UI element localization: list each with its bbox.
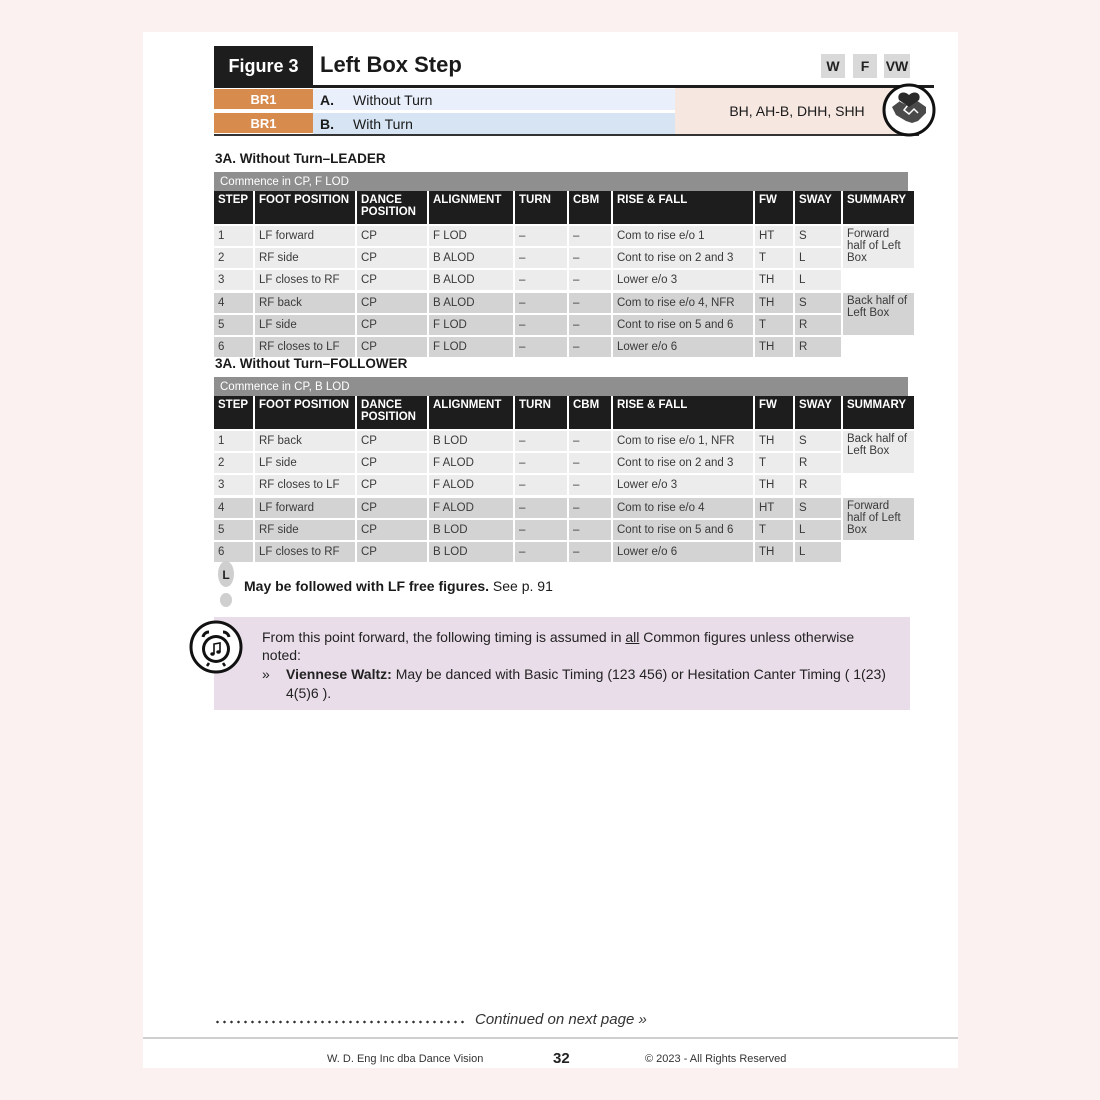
cell-foot: RF back [255, 293, 355, 313]
cell-turn: – [515, 337, 567, 357]
column-header: ALIGNMENT [429, 396, 513, 429]
cell-rise: Lower e/o 3 [613, 270, 753, 290]
cell-step: 4 [214, 293, 253, 313]
cell-foot: RF side [255, 248, 355, 268]
dotted-leader [214, 1020, 464, 1024]
dance-tag-w: W [821, 54, 845, 78]
cell-rise: Com to rise e/o 4 [613, 498, 753, 518]
cell-dp: CP [357, 248, 427, 268]
variant-a[interactable] [313, 89, 675, 110]
table-row [214, 520, 914, 540]
table-row [214, 270, 914, 290]
cell-fw: HT [755, 226, 793, 246]
column-header: RISE & FALL [613, 396, 753, 429]
cell-rise: Cont to rise on 2 and 3 [613, 453, 753, 473]
column-header: FW [755, 191, 793, 224]
cell-sway: R [795, 337, 841, 357]
cell-foot: LF forward [255, 226, 355, 246]
cell-align: F ALOD [429, 453, 513, 473]
cell-foot: RF back [255, 431, 355, 451]
footer-copyright: © 2023 - All Rights Reserved [645, 1053, 787, 1065]
cell-align: B ALOD [429, 293, 513, 313]
cell-foot: LF closes to RF [255, 270, 355, 290]
column-header: DANCE POSITION [357, 396, 427, 429]
cell-rise: Com to rise e/o 1, NFR [613, 431, 753, 451]
column-header: RISE & FALL [613, 191, 753, 224]
cell-step: 3 [214, 270, 253, 290]
cell-turn: – [515, 520, 567, 540]
cell-dp: CP [357, 431, 427, 451]
column-header: DANCE POSITION [357, 191, 427, 224]
cell-fw: TH [755, 431, 793, 451]
cell-sway: S [795, 431, 841, 451]
divider [214, 111, 675, 112]
cell-turn: – [515, 498, 567, 518]
cell-sway: R [795, 453, 841, 473]
cell-sway: R [795, 315, 841, 335]
cell-cbm: – [569, 475, 611, 495]
cell-dp: CP [357, 475, 427, 495]
cell-align: F LOD [429, 226, 513, 246]
column-header: STEP [214, 396, 253, 429]
leader-commence: Commence in CP, F LOD [214, 172, 908, 191]
cell-step: 6 [214, 337, 253, 357]
cell-turn: – [515, 453, 567, 473]
column-header: SWAY [795, 396, 841, 429]
cell-rise: Com to rise e/o 4, NFR [613, 293, 753, 313]
column-header: CBM [569, 396, 611, 429]
cell-sway: R [795, 475, 841, 495]
footer-rule [143, 1037, 958, 1039]
cell-cbm: – [569, 542, 611, 562]
variant-b-label: With Turn [353, 115, 413, 132]
column-header: SUMMARY [843, 191, 914, 224]
cell-align: F LOD [429, 337, 513, 357]
cell-step: 3 [214, 475, 253, 495]
cell-foot: LF closes to RF [255, 542, 355, 562]
cell-foot: RF side [255, 520, 355, 540]
bullet-text: May be danced with Basic Timing (123 456) or Hesitation Canter Timing ( 1(23) 4(5)6 ). [286, 666, 886, 701]
cell-step: 6 [214, 542, 253, 562]
cell-align: B ALOD [429, 248, 513, 268]
follow-note-ref[interactable]: See p. 91 [489, 578, 553, 594]
cell-fw: T [755, 453, 793, 473]
cell-summary: Forward half of Left Box [843, 226, 914, 268]
cell-align: B ALOD [429, 270, 513, 290]
cell-cbm: – [569, 337, 611, 357]
cell-foot: RF closes to LF [255, 337, 355, 357]
cell-align: F ALOD [429, 475, 513, 495]
cell-fw: TH [755, 293, 793, 313]
cell-dp: CP [357, 226, 427, 246]
cell-align: B LOD [429, 431, 513, 451]
leader-table [212, 191, 916, 357]
column-header: TURN [515, 191, 567, 224]
follow-note-bold: May be followed with LF free figures. [244, 578, 490, 594]
cell-dp: CP [357, 315, 427, 335]
cell-align: B LOD [429, 542, 513, 562]
cell-align: B LOD [429, 520, 513, 540]
cell-sway: S [795, 226, 841, 246]
cell-cbm: – [569, 315, 611, 335]
page-number: 32 [553, 1050, 570, 1067]
variant-b-letter: B. [320, 115, 334, 132]
cell-sway: L [795, 520, 841, 540]
table-row [214, 542, 914, 562]
cell-cbm: – [569, 498, 611, 518]
column-header: SWAY [795, 191, 841, 224]
holds-box: BH, AH-B, DHH, SHH [675, 88, 919, 134]
cell-cbm: – [569, 453, 611, 473]
cell-cbm: – [569, 248, 611, 268]
continued-link[interactable]: Continued on next page » [475, 1011, 647, 1028]
variant-b-code: BR1 [214, 113, 313, 133]
cell-summary: Back half of Left Box [843, 431, 914, 473]
column-header: FOOT POSITION [255, 396, 355, 429]
cell-step: 1 [214, 431, 253, 451]
cell-sway: L [795, 270, 841, 290]
cell-fw: TH [755, 337, 793, 357]
table-row [214, 293, 914, 313]
cell-dp: CP [357, 337, 427, 357]
variant-a-label: Without Turn [353, 91, 433, 108]
cell-foot: LF forward [255, 498, 355, 518]
cell-step: 4 [214, 498, 253, 518]
cell-fw: T [755, 315, 793, 335]
table-row [214, 498, 914, 518]
cell-cbm: – [569, 520, 611, 540]
cell-dp: CP [357, 542, 427, 562]
cell-foot: LF side [255, 453, 355, 473]
cell-foot: RF closes to LF [255, 475, 355, 495]
column-header: TURN [515, 396, 567, 429]
cell-turn: – [515, 315, 567, 335]
cell-summary: Forward half of Left Box [843, 498, 914, 540]
cell-align: F LOD [429, 315, 513, 335]
cell-turn: – [515, 293, 567, 313]
cell-step: 5 [214, 315, 253, 335]
table-row [214, 315, 914, 335]
cell-rise: Cont to rise on 5 and 6 [613, 520, 753, 540]
cell-sway: S [795, 293, 841, 313]
variant-a-code: BR1 [214, 89, 313, 109]
cell-rise: Lower e/o 3 [613, 475, 753, 495]
cell-dp: CP [357, 270, 427, 290]
cell-align: F ALOD [429, 498, 513, 518]
cell-turn: – [515, 542, 567, 562]
cell-cbm: – [569, 431, 611, 451]
cell-sway: L [795, 248, 841, 268]
column-header: ALIGNMENT [429, 191, 513, 224]
follower-table [212, 396, 916, 562]
cell-fw: T [755, 520, 793, 540]
timing-underlined: all [625, 629, 640, 645]
cell-fw: T [755, 248, 793, 268]
column-header: SUMMARY [843, 396, 914, 429]
cell-step: 2 [214, 453, 253, 473]
cell-dp: CP [357, 293, 427, 313]
leader-title: 3A. Without Turn–LEADER [215, 151, 386, 166]
cell-dp: CP [357, 498, 427, 518]
page [143, 32, 958, 1068]
variant-rule [214, 134, 675, 136]
table-row [214, 226, 914, 246]
figure-label: Figure 3 [214, 46, 313, 86]
variant-b[interactable] [313, 113, 675, 134]
follow-note [244, 578, 553, 594]
bullet-marker: » [262, 666, 270, 682]
cell-fw: HT [755, 498, 793, 518]
cell-rise: Lower e/o 6 [613, 337, 753, 357]
timing-note-text: From this point forward, the following timing is assumed in all Common figures unless otherwise noted: [262, 629, 855, 663]
cell-turn: – [515, 248, 567, 268]
cell-step: 1 [214, 226, 253, 246]
cell-summary: Back half of Left Box [843, 293, 914, 335]
cell-fw: TH [755, 270, 793, 290]
cell-turn: – [515, 226, 567, 246]
bullet-bold: Viennese Waltz: [286, 666, 392, 682]
table-row [214, 337, 914, 357]
follower-header-row [214, 396, 914, 429]
cell-rise: Lower e/o 6 [613, 542, 753, 562]
column-header: FOOT POSITION [255, 191, 355, 224]
cell-rise: Cont to rise on 2 and 3 [613, 248, 753, 268]
table-row [214, 453, 914, 473]
dance-tag-f: F [853, 54, 877, 78]
table-row [214, 431, 914, 451]
cell-fw: TH [755, 475, 793, 495]
leader-header-row [214, 191, 914, 224]
variant-a-letter: A. [320, 91, 334, 108]
cell-sway: S [795, 498, 841, 518]
cell-cbm: – [569, 270, 611, 290]
cell-turn: – [515, 475, 567, 495]
cell-cbm: – [569, 293, 611, 313]
cell-turn: – [515, 431, 567, 451]
cell-dp: CP [357, 520, 427, 540]
cell-rise: Com to rise e/o 1 [613, 226, 753, 246]
cell-fw: TH [755, 542, 793, 562]
cell-turn: – [515, 270, 567, 290]
figure-title: Left Box Step [320, 52, 462, 77]
cell-foot: LF side [255, 315, 355, 335]
follower-title: 3A. Without Turn–FOLLOWER [215, 356, 408, 371]
table-row [214, 248, 914, 268]
cell-step: 5 [214, 520, 253, 540]
cell-cbm: – [569, 226, 611, 246]
timing-bullet [262, 665, 902, 703]
foot-letter: L [222, 568, 230, 582]
handshake-icon [882, 83, 936, 137]
column-header: STEP [214, 191, 253, 224]
footprint-icon [217, 560, 235, 608]
table-row [214, 475, 914, 495]
cell-step: 2 [214, 248, 253, 268]
cell-dp: CP [357, 453, 427, 473]
alarm-clock-icon [189, 620, 243, 674]
follower-commence: Commence in CP, B LOD [214, 377, 908, 396]
column-header: CBM [569, 191, 611, 224]
cell-rise: Cont to rise on 5 and 6 [613, 315, 753, 335]
column-header: FW [755, 396, 793, 429]
dance-tag-vw: VW [884, 54, 910, 78]
cell-sway: L [795, 542, 841, 562]
footer-publisher: W. D. Eng Inc dba Dance Vision [327, 1053, 484, 1065]
